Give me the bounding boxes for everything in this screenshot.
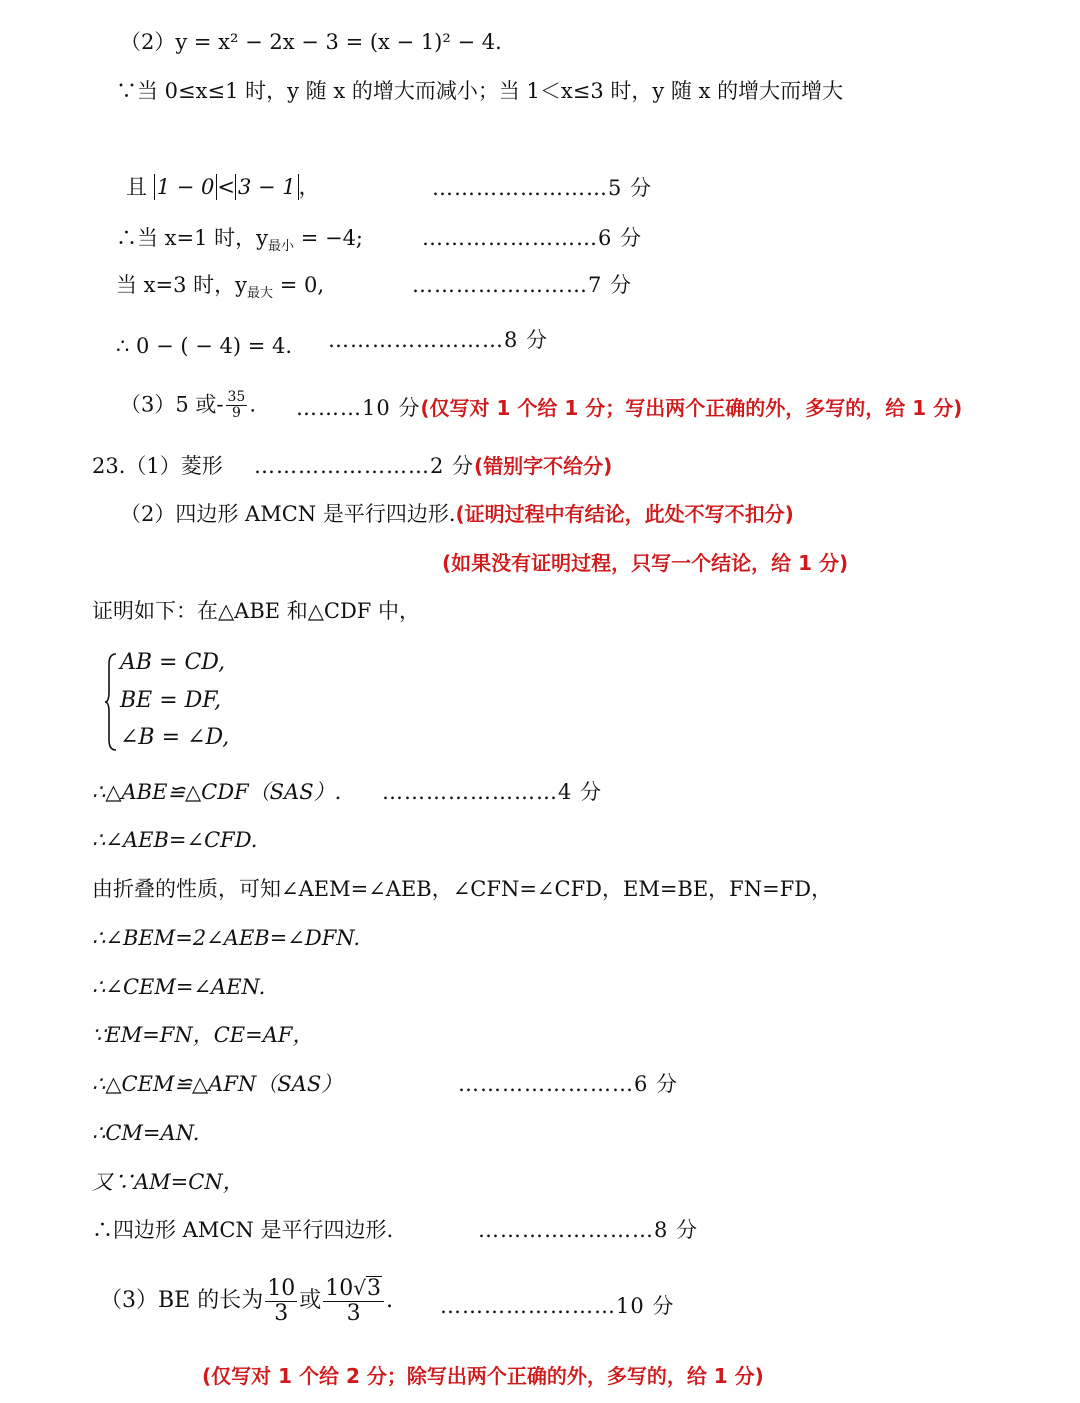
line-max: 当 x=3 时，$y_{最大} = 0$, bbox=[116, 273, 325, 301]
note-conclusion: (证明过程中有结论，此处不写不扣分) bbox=[455, 502, 794, 526]
line-quadratic: （2）y = x² − 2x − 3 = (x − 1)² − 4. bbox=[120, 30, 502, 54]
line-min: ∴当 x=1 时，$y_{最小} = -4$; bbox=[116, 226, 364, 254]
line-difference: ∴ 0 − ( − 4) = 4. bbox=[116, 334, 293, 358]
line-monotonic: ∵当 0≤x≤1 时，y 随 x 的增大而减小；当 1＜x≤3 时，y 随 x 的增大而增大 bbox=[116, 79, 844, 103]
line-bem: ∴∠BEM=2∠AEB=∠DFN. bbox=[92, 926, 361, 950]
score-4: ……………………4 分 bbox=[382, 780, 603, 804]
line-am-cn: 又∵AM=CN， bbox=[92, 1170, 244, 1194]
score-10b: ……………………10 分 bbox=[440, 1294, 675, 1318]
score-2: ……………………2 分(错别字不给分) bbox=[254, 454, 613, 478]
line-23-2: （2）四边形 AMCN 是平行四边形.(证明过程中有结论，此处不写不扣分) bbox=[120, 502, 794, 526]
line-proof-intro: 证明如下：在△ABE 和△CDF 中， bbox=[92, 599, 421, 623]
system-eq-1: AB = CD, bbox=[120, 650, 226, 675]
line-congruent-1: ∴△ABE≌△CDF（SAS）. bbox=[92, 780, 342, 804]
score-6b: ……………………6 分 bbox=[458, 1072, 679, 1096]
line-part3: （3）5 或- $\frac{35}{9}$ . bbox=[120, 389, 257, 422]
score-8a: ……………………8 分 bbox=[328, 328, 549, 352]
score-10a: ………10 分(仅写对 1 个给 1 分；写出两个正确的外，多写的，给 1 分) bbox=[296, 396, 963, 420]
line-cem: ∴∠CEM=∠AEN. bbox=[92, 975, 266, 999]
note-part3-be: (仅写对 1 个给 2 分；除写出两个正确的外，多写的，给 1 分) bbox=[202, 1364, 764, 1388]
abs-1: 1 − 0 bbox=[154, 174, 218, 200]
brace-icon bbox=[104, 652, 118, 752]
line-abs-compare: 且 1 − 0 < 3 − 1 ， bbox=[126, 175, 320, 199]
line-be-length: （3）BE 的长为 $\frac{10}{3}$ 或 $\frac{10√3}{3}$ . bbox=[100, 1275, 393, 1327]
score-7: ……………………7 分 bbox=[412, 273, 633, 297]
system-eq-3: ∠B = ∠D, bbox=[120, 725, 230, 750]
line-angle-eq: ∴∠AEB=∠CFD. bbox=[92, 828, 258, 852]
line-folding: 由折叠的性质，可知∠AEM=∠AEB，∠CFN=∠CFD，EM=BE，FN=FD， bbox=[92, 877, 833, 901]
score-5: ……………………5 分 bbox=[432, 176, 653, 200]
note-typo: (错别字不给分) bbox=[474, 454, 613, 478]
line-em-fn: ∵EM=FN，CE=AF， bbox=[92, 1023, 314, 1047]
note-part3: (仅写对 1 个给 1 分；写出两个正确的外，多写的，给 1 分) bbox=[420, 396, 963, 420]
score-6: ……………………6 分 bbox=[422, 226, 643, 250]
line-cm-an: ∴CM=AN. bbox=[92, 1121, 200, 1145]
line-23-1: 23.（1）菱形 bbox=[92, 454, 223, 478]
abs-2: 3 − 1 bbox=[235, 174, 299, 200]
line-congruent-2: ∴△CEM≌△AFN（SAS） bbox=[92, 1072, 343, 1096]
score-8b: ……………………8 分 bbox=[478, 1218, 699, 1242]
note-no-proof: (如果没有证明过程，只写一个结论，给 1 分) bbox=[442, 551, 849, 575]
line-parallelogram: ∴四边形 AMCN 是平行四边形. bbox=[92, 1218, 394, 1242]
system-eq-2: BE = DF, bbox=[120, 688, 222, 713]
